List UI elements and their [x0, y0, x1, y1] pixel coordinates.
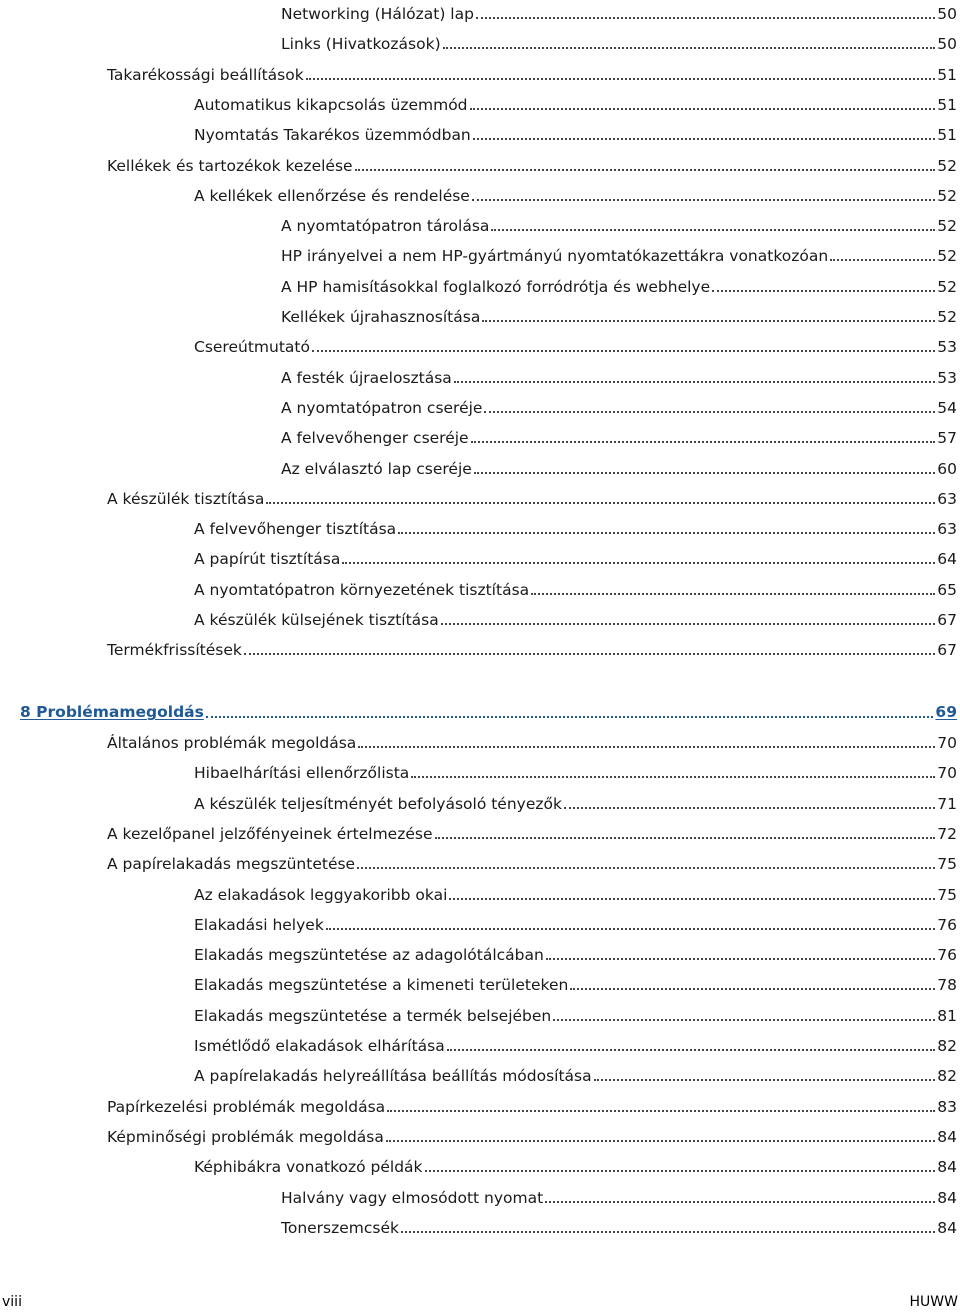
- toc-entry-page: 76: [937, 915, 957, 934]
- toc-entry-page: 54: [937, 398, 957, 417]
- toc-entry[interactable]: [194, 790, 957, 814]
- toc-entry-page: 84: [937, 1127, 957, 1146]
- toc-entry-page: 63: [937, 489, 957, 508]
- toc-entry[interactable]: [194, 121, 957, 145]
- dot-leader: [342, 562, 935, 564]
- toc-entry[interactable]: [281, 1184, 957, 1208]
- document-code: HUWW: [909, 1294, 958, 1310]
- toc-entry-title: Képhibákra vonatkozó példák: [194, 1158, 423, 1177]
- toc-entry[interactable]: [281, 0, 957, 24]
- toc-entry[interactable]: [281, 364, 957, 388]
- toc-entry-title: Links (Hivatkozások): [281, 35, 441, 54]
- dot-leader: [531, 593, 935, 595]
- toc-entry[interactable]: [107, 850, 957, 874]
- dot-leader: [570, 988, 935, 990]
- toc-entry-page: 51: [937, 95, 957, 114]
- dot-leader: [491, 229, 935, 231]
- toc-entry-page: 63: [937, 520, 957, 539]
- toc-entry-page: 52: [937, 186, 957, 205]
- toc-entry-page: 84: [937, 1188, 957, 1207]
- toc-entry-page: 67: [937, 641, 957, 660]
- toc-entry-title: A nyomtatópatron környezetének tisztítása: [194, 580, 530, 599]
- dot-leader: [357, 867, 935, 869]
- toc-entry-title: A festék újraelosztása: [281, 368, 452, 387]
- toc-entry-page: 53: [937, 368, 957, 387]
- dot-leader: [449, 898, 935, 900]
- toc-entry[interactable]: [194, 91, 957, 115]
- toc-entry-title: Az elakadások leggyakoribb okai: [194, 885, 448, 904]
- dot-leader: [306, 78, 936, 80]
- toc-entry-title: Tonerszemcsék: [281, 1218, 400, 1237]
- dot-leader: [472, 199, 935, 201]
- toc-entry-page: 51: [937, 126, 957, 145]
- toc-entry-title: A készülék teljesítményét befolyásoló tényezők: [194, 794, 562, 813]
- toc-entry-title: Kellékek újrahasznosítása: [281, 308, 481, 326]
- toc-entry[interactable]: [107, 152, 957, 176]
- toc-entry-title: Ismétlődő elakadások elhárítása: [194, 1037, 445, 1055]
- toc-entry-title: Képminőségi problémák megoldása: [107, 1127, 384, 1146]
- toc-entry-page: 75: [937, 855, 957, 874]
- dot-leader: [712, 290, 935, 292]
- toc-entry-title: A papírelakadás helyreállítása beállítás módosítása: [194, 1067, 592, 1086]
- dot-leader: [474, 472, 935, 474]
- toc-entry-page: 82: [937, 1037, 957, 1055]
- dot-leader: [411, 776, 935, 778]
- toc-entry[interactable]: [194, 1002, 957, 1026]
- toc-entry-title: 8 Problémamegoldás: [20, 703, 204, 721]
- toc-entry-page: 50: [937, 35, 957, 54]
- dot-leader: [401, 1231, 935, 1233]
- toc-entry-title: Hibaelhárítási ellenőrzőlista: [194, 764, 410, 783]
- dot-leader: [447, 1049, 936, 1051]
- toc-entry[interactable]: [107, 820, 957, 844]
- toc-entry-title: A papírút tisztítása: [194, 550, 341, 569]
- dot-leader: [387, 1110, 935, 1112]
- toc-entry[interactable]: [107, 1093, 957, 1117]
- toc-entry[interactable]: [194, 606, 957, 630]
- toc-entry-title: A papírelakadás megszüntetése: [107, 855, 356, 874]
- dot-leader: [443, 47, 936, 49]
- toc-entry[interactable]: [281, 394, 957, 418]
- toc-entry[interactable]: [194, 881, 957, 905]
- toc-entry-title: A kellékek ellenőrzése és rendelése: [194, 186, 470, 205]
- toc-entry[interactable]: [194, 759, 957, 783]
- dot-leader: [564, 807, 935, 809]
- toc-entry-title: Termékfrissítések: [107, 641, 242, 660]
- toc-entry-title: Nyomtatás Takarékos üzemmódban: [194, 126, 471, 145]
- toc-entry-page: 52: [937, 217, 957, 236]
- toc-entry-title: Csereútmutató: [194, 338, 310, 357]
- toc-entry[interactable]: [281, 30, 957, 54]
- dot-leader: [546, 958, 935, 960]
- toc-entry[interactable]: [281, 303, 957, 327]
- dot-leader: [266, 502, 935, 504]
- dot-leader: [594, 1079, 936, 1081]
- toc-entry[interactable]: [107, 1123, 957, 1147]
- toc-entry[interactable]: [281, 455, 957, 479]
- dot-leader: [326, 928, 935, 930]
- toc-entry[interactable]: [281, 212, 957, 236]
- dot-leader: [206, 716, 934, 718]
- toc-entry-title: A kezelőpanel jelzőfényeinek értelmezése: [107, 824, 433, 843]
- toc-entry[interactable]: [194, 333, 957, 357]
- dot-leader: [435, 837, 936, 839]
- toc-entry[interactable]: [107, 729, 957, 753]
- toc-entry[interactable]: [107, 636, 957, 660]
- toc-entry-page: 82: [937, 1067, 957, 1086]
- toc-entry-page: 65: [937, 580, 957, 599]
- toc-entry[interactable]: [194, 911, 957, 935]
- toc-entry-title: Elakadás megszüntetése a kimeneti területeken: [194, 976, 569, 995]
- toc-entry-title: Papírkezelési problémák megoldása: [107, 1097, 386, 1116]
- toc-entry-title: Elakadás megszüntetése az adagolótálcában: [194, 946, 544, 965]
- toc-entry-title: A felvevőhenger tisztítása: [194, 520, 397, 539]
- toc-entry-title: A HP hamisításokkal foglalkozó forródrótja és webhelye: [281, 277, 711, 296]
- dot-leader: [398, 532, 935, 534]
- toc-entry-page: 78: [937, 976, 957, 995]
- toc-entry[interactable]: [194, 1032, 957, 1056]
- dot-leader: [484, 411, 935, 413]
- toc-entry-page: 76: [937, 946, 957, 965]
- toc-entry-title: Elakadási helyek: [194, 915, 324, 934]
- toc-entry-title: HP irányelvei a nem HP-gyártmányú nyomtatókazettákra vonatkozóan: [281, 247, 829, 266]
- toc-entry-page: 84: [937, 1158, 957, 1177]
- dot-leader: [386, 1140, 935, 1142]
- toc-entry[interactable]: [194, 941, 957, 965]
- dot-leader: [545, 1201, 935, 1203]
- toc-entry-title: A készülék külsejének tisztítása: [194, 611, 439, 629]
- toc-entry-title: Automatikus kikapcsolás üzemmód: [194, 95, 468, 114]
- dot-leader: [244, 653, 935, 655]
- dot-leader: [441, 623, 936, 625]
- dot-leader: [476, 17, 935, 19]
- toc-entry-page: 51: [937, 65, 957, 84]
- page-number: viii: [2, 1294, 22, 1310]
- toc-entry-page: 81: [937, 1006, 957, 1025]
- dot-leader: [355, 169, 936, 171]
- toc-entry-title: Networking (Hálózat) lap: [281, 5, 474, 23]
- toc-chapter-entry[interactable]: [20, 698, 957, 722]
- toc-entry[interactable]: [194, 576, 957, 600]
- toc-entry-title: A készülék tisztítása: [107, 489, 265, 508]
- toc-entry-page: 52: [937, 277, 957, 296]
- toc-entry-title: A nyomtatópatron cseréje: [281, 398, 483, 417]
- toc-entry-title: Kellékek és tartozékok kezelése: [107, 156, 353, 175]
- dot-leader: [482, 320, 935, 322]
- dot-leader: [830, 259, 935, 261]
- toc-entry-page: 50: [937, 5, 957, 23]
- dot-leader: [553, 1019, 935, 1021]
- toc-entry-title: Halvány vagy elmosódott nyomat: [281, 1188, 544, 1207]
- toc-entry-page: 52: [937, 247, 957, 266]
- toc-entry-page: 72: [937, 824, 957, 843]
- toc-entry-page: 70: [937, 734, 957, 752]
- toc-entry[interactable]: [194, 1153, 957, 1177]
- toc-entry-title: Általános problémák megoldása: [107, 734, 357, 752]
- toc-entry-page: 69: [935, 703, 957, 721]
- dot-leader: [312, 350, 935, 352]
- toc-entry-title: Az elválasztó lap cseréje: [281, 459, 472, 478]
- dot-leader: [471, 441, 936, 443]
- toc-entry[interactable]: [194, 182, 957, 206]
- toc-entry-page: 57: [937, 429, 957, 448]
- toc-entry-page: 70: [937, 764, 957, 783]
- toc-entry[interactable]: [194, 515, 957, 539]
- dot-leader: [454, 381, 935, 383]
- toc-entry-page: 52: [937, 308, 957, 326]
- toc-entry[interactable]: [107, 61, 957, 85]
- toc-entry[interactable]: [194, 545, 957, 569]
- toc-entry-page: 83: [937, 1097, 957, 1116]
- toc-entry[interactable]: [194, 1062, 957, 1086]
- toc-entry[interactable]: [281, 242, 957, 266]
- toc-entry-title: Takarékossági beállítások: [107, 65, 304, 84]
- toc-entry[interactable]: [107, 485, 957, 509]
- toc-entry-page: 64: [937, 550, 957, 569]
- toc-entry[interactable]: [281, 1214, 957, 1238]
- dot-leader: [473, 138, 936, 140]
- toc-entry-page: 53: [937, 338, 957, 357]
- toc-entry[interactable]: [194, 971, 957, 995]
- dot-leader: [425, 1170, 936, 1172]
- toc-entry-page: 71: [937, 794, 957, 813]
- toc-entry[interactable]: [281, 424, 957, 448]
- toc-entry-page: 60: [937, 459, 957, 478]
- dot-leader: [470, 108, 936, 110]
- toc-entry[interactable]: [281, 273, 957, 297]
- toc-entry-title: Elakadás megszüntetése a termék belsejében: [194, 1006, 552, 1025]
- toc-entry-title: A nyomtatópatron tárolása: [281, 217, 490, 236]
- toc-entry-page: 52: [937, 156, 957, 175]
- toc-entry-title: A felvevőhenger cseréje: [281, 429, 469, 448]
- toc-entry-page: 84: [937, 1218, 957, 1237]
- dot-leader: [358, 746, 935, 748]
- toc-entry-page: 75: [937, 885, 957, 904]
- toc-entry-page: 67: [937, 611, 957, 629]
